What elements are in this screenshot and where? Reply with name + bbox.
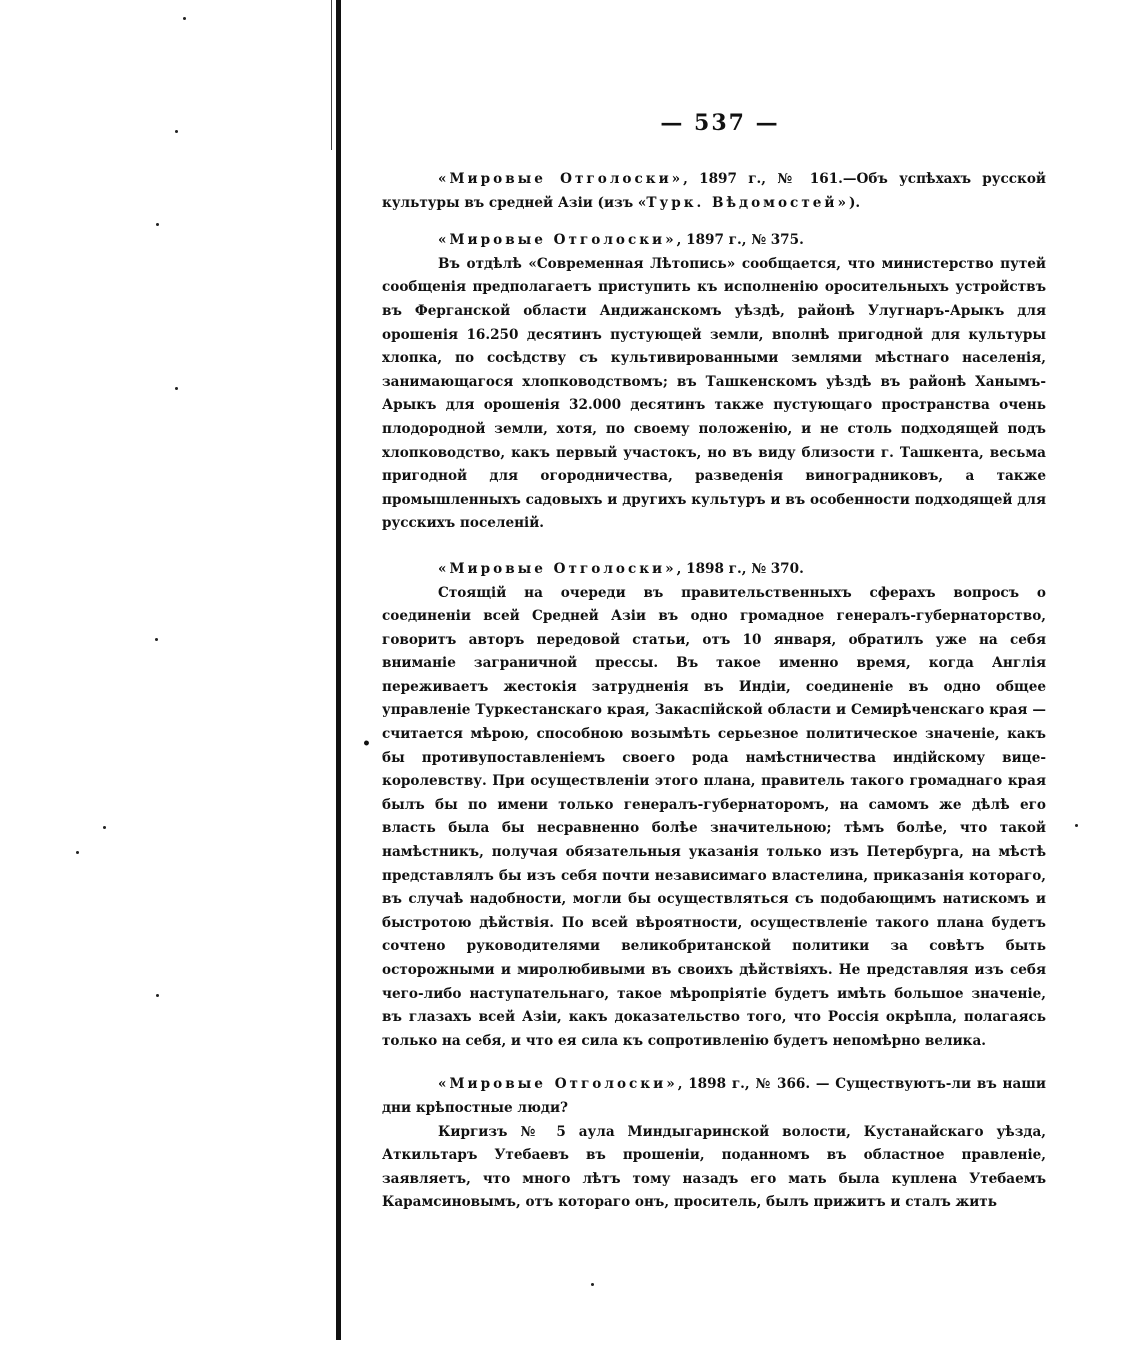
page-number: — 537 —: [660, 110, 780, 136]
source-title: «Мировые Отголоски»: [438, 1076, 678, 1093]
heading-text: , 1898 г., № 366. — Существуютъ-ли въ наши дни крѣпостные люди?: [382, 1076, 1046, 1116]
entry-heading: [382, 1073, 1046, 1120]
page-content: [382, 168, 1046, 1215]
speck: [591, 1283, 594, 1286]
heading-text: , 1897 г., № 161.—Объ успѣхахъ русской культуры въ средней Азіи (изъ «: [382, 171, 1046, 211]
entry-body: Стоящій на очереди въ правительственныхъ сферахъ вопросъ о соединеніи всей Средней Азіи въ одно громадное генералъ-губернаторство, говоритъ авторъ передовой статьи, отъ 10 января, обратилъ уже на себя вниманіе заграничной прессы. Въ такое именно время, когда Англія переживаетъ жестокія затрудненія въ Индіи, соединеніе въ одно общее управленіе Туркестанскаго края, Закаспійской области и Семирѣченскаго края — считается мѣрою, способною возымѣть серьезное политическое значеніе, какъ бы противупоставленіемъ своего рода намѣстничества индійскому вице-королевству. При осуществленіи этого плана, правитель такого громаднаго края былъ бы по имени только генералъ-губернаторомъ, на самомъ же дѣлѣ его власть была бы несравненно болѣе значительною; тѣмъ болѣе, что такой намѣстникъ, получая обязательныя указанія только изъ Петербурга, на мѣстѣ представлялъ бы изъ себя почти независимаго властелина, приказанія котораго, въ случаѣ надобности, могли бы осуществляться съ подобающимъ натискомъ и быстротою дѣйствія. По всей вѣроятности, осуществленіе такого плана будетъ сочтено руководителями великобританской политики за совѣтъ быть осторожными и миролюбивыми въ своихъ дѣйствіяхъ. Не представляя изъ себя чего-либо наступательнаго, такое мѣропріятіе будетъ имѣть большое значеніе, въ глазахъ всей Азіи, какъ доказательство того, что Россія окрѣпла, полагаясь только на себя, и что ея сила къ сопротивленію будетъ непомѣрно велика.: [382, 584, 1046, 1049]
entry-heading: [382, 168, 1046, 215]
speck: [175, 387, 178, 390]
margin-mark: •: [362, 736, 371, 752]
heading-text: , 1897 г., № 375.: [676, 232, 804, 249]
entry-heading: [382, 558, 1046, 582]
speck: [155, 638, 158, 641]
heading-end: ).: [849, 194, 861, 211]
speck: [76, 851, 79, 854]
source-title: «Мировые Отголоски»: [438, 171, 684, 187]
speck: [175, 130, 178, 133]
entry-heading: [382, 229, 1046, 253]
speck: [183, 17, 186, 20]
speck: [103, 826, 106, 829]
entry-body: Въ отдѣлѣ «Современная Лѣтопись» сообщается, что министерство путей сообщенія предполагаетъ приступить къ исполненію оросительныхъ устройствъ въ Ферганской области Андижанскомъ уѣздѣ, районѣ Улугнаръ-Арыкъ для орошенія 16.250 десятинъ пустующей земли, вполнѣ пригодной для культуры хлопка, по сосѣдству съ культивированными землями мѣстнаго населенія, занимающагося хлопководствомъ; въ Ташкенскомъ уѣздѣ въ районѣ Ханымъ-Арыкъ для орошенія 32.000 десятинъ также пустующаго пространства очень плодородной земли, хотя, по своему положенію, и не столь подходящей подъ хлопководство, какъ первый участокъ, но въ виду близости г. Ташкента, весьма пригодной для огородничества, разведенія виноградниковъ, а также промышленныхъ садовыхъ и другихъ культуръ и въ особенности подходящей для русскихъ поселеній.: [382, 255, 1046, 532]
page-binding-edge: [336, 0, 341, 1340]
speck: [1075, 824, 1078, 827]
entry-body: Киргизъ № 5 аула Миндыгаринской волости, Кустанайскаго уѣзда, Аткильтаръ Утебаевъ въ прошеніи, поданномъ въ областное правленіе, заявляетъ, что много лѣтъ тому назадъ его мать была куплена Утебаемъ Карамсиновымъ, отъ котораго онъ, проситель, былъ прижитъ и сталъ жить: [382, 1123, 1046, 1211]
source-title: «Мировые Отголоски»: [438, 560, 677, 577]
page-binding-line: [331, 0, 332, 150]
heading-text: , 1898 г., № 370.: [676, 560, 804, 577]
source-title: Турк. Вѣдомостей»: [646, 194, 849, 211]
speck: [156, 223, 159, 226]
speck: [156, 994, 159, 997]
source-title: «Мировые Отголоски»: [438, 232, 677, 249]
